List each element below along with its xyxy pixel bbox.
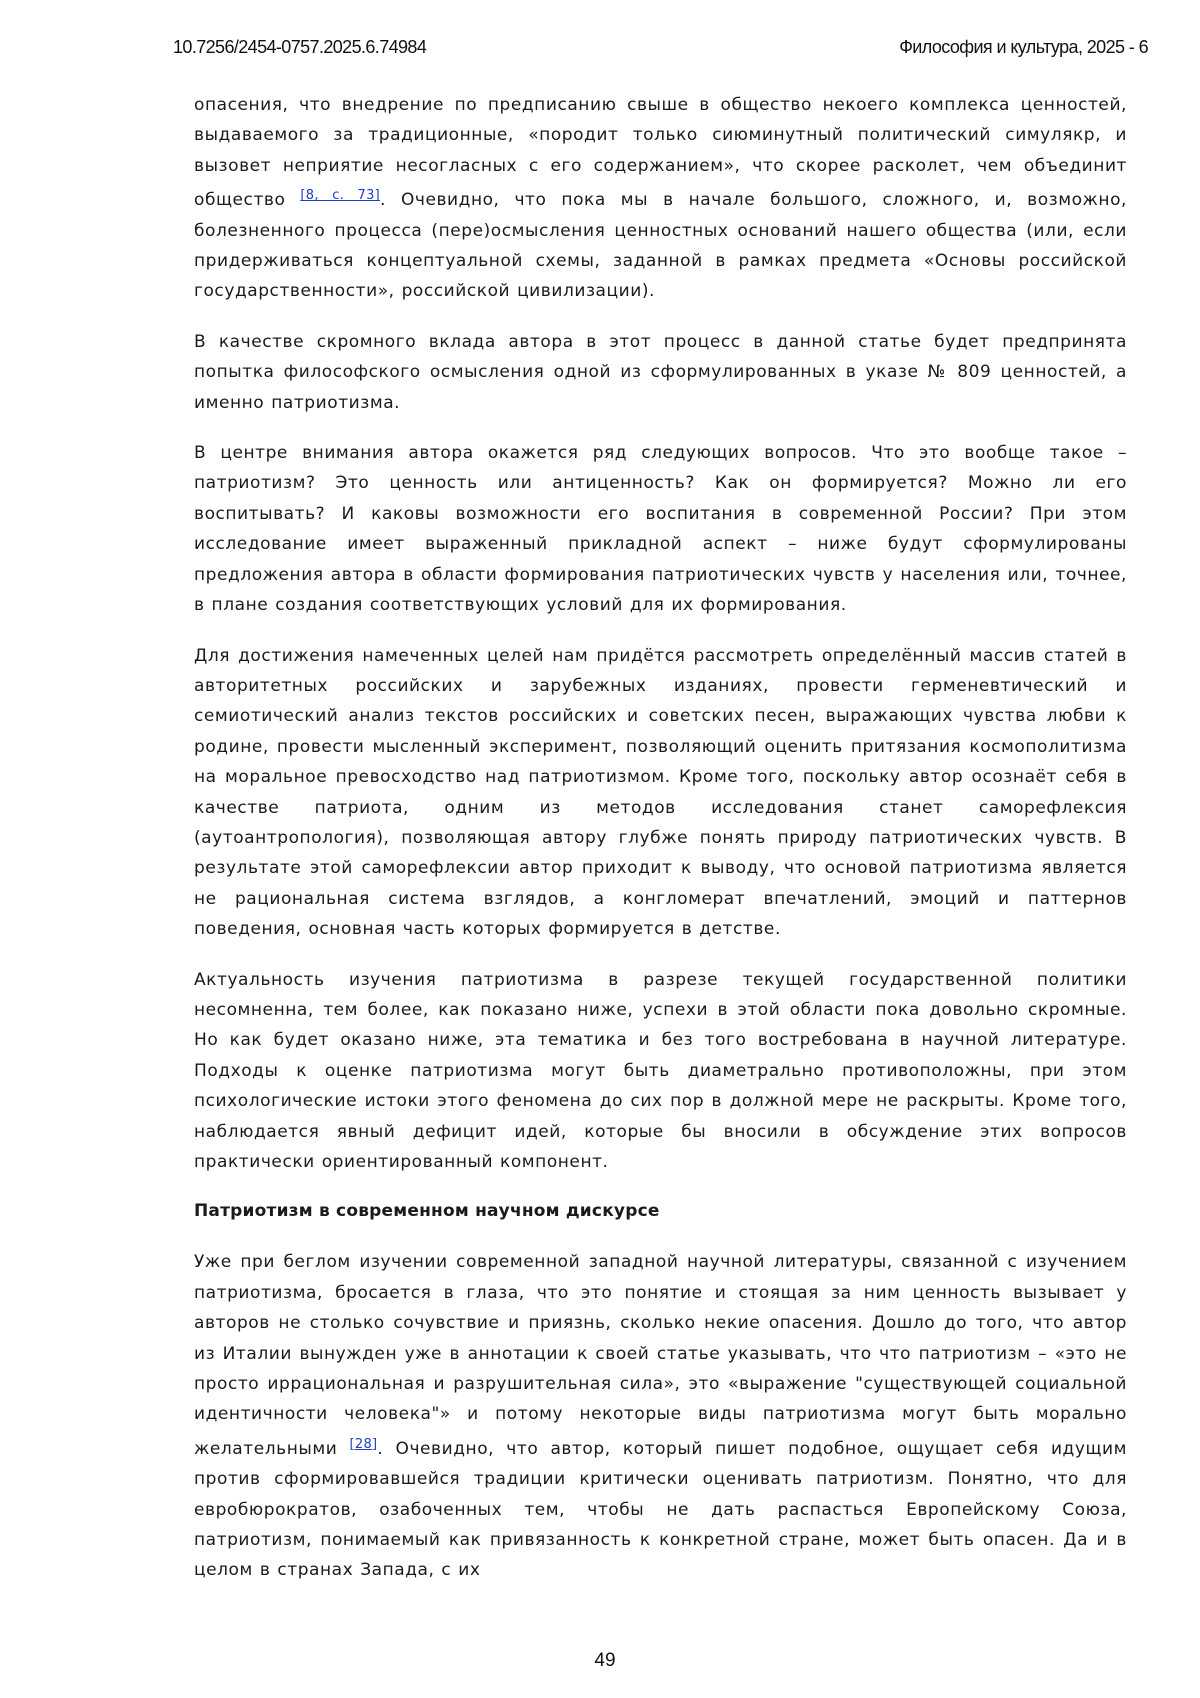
page-number: 49 [594, 1650, 616, 1671]
section-paragraph-1 [194, 1247, 1127, 1585]
citation-link-28[interactable]: [28] [349, 1436, 378, 1452]
doi-header: 10.7256/2454-0757.2025.6.74984 [173, 37, 427, 57]
journal-header: Философия и культура, 2025 - 6 [899, 37, 1148, 57]
paragraph-3: В центре внимания автора окажется ряд следующих вопросов. Что это вообще такое – патриотизм? Это ценность или антиценность? Как он формируется? Можно ли его воспитывать? И каковы возможности его воспитания в современной России? При этом исследование имеет выраженный прикладной аспект – ниже будут сформулированы предложения автора в области формирования патриотических чувств у населения или, точнее, в плане создания соответствующих условий для их формирования. [194, 443, 1127, 616]
citation-link-8-73[interactable]: [8, с. 73] [300, 188, 381, 204]
paragraph-2: В качестве скромного вклада автора в этот процесс в данной статье будет предпринята попытка философского осмысления одной из сформулированных в указе № 809 ценностей, а именно патриотизма. [194, 331, 1127, 413]
paragraph-5: Актуальность изучения патриотизма в разрезе текущей государственной политики несомненна, тем более, как показано ниже, успехи в этой области пока довольно скромные. Но как будет оказано ниже, эта тематика и без того востребована в научной литературе. Подходы к оценке патриотизма могут быть диаметрально противоположны, при этом психологические истоки этого феномена до сих пор в должной мере не раскрыты. Кроме того, наблюдается явный дефицит идей, которые бы вносили в обсуждение этих вопросов практически ориентированный компонент. [194, 969, 1127, 1172]
paragraph-4: Для достижения намеченных целей нам придётся рассмотреть определённый массив статей в авторитетных российских и зарубежных изданиях, провести герменевтический и семиотический анализ текстов российских и советских песен, выражающих чувства любви к родине, провести мысленный эксперимент, позволяющий оценить притязания космополитизма на моральное превосходство над патриотизмом. Кроме того, поскольку автор осознаёт себя в качестве патриота, одним из методов исследования станет саморефлексия (аутоантропология), позволяющая автору глубже понять природу патриотических чувств. В результате этой саморефлексии автор приходит к выводу, что основой патриотизма является не рациональная система взглядов, а конгломерат впечатлений, эмоций и паттернов поведения, основная часть которых формируется в детстве. [194, 645, 1127, 940]
section-paragraph-text-after: . Очевидно, что автор, который пишет подобное, ощущает себя идущим против сформировавшейся традиции критически оценивать патриотизм. Понятно, что для евробюрократов, озабоченных тем, чтобы не дать распасться Европейскому Союза, патриотизм, понимаемый как привязанность к конкретной стране, может быть опасен. Да и в целом в странах Запада, с их [194, 1438, 1127, 1581]
section-paragraph-text-before: Уже при беглом изучении современной западной научной литературы, связанной с изучением патриотизма, бросается в глаза, что это понятие и стоящая за ним ценность вызывает у авторов не столько сочувствие и приязнь, сколько некие опасения. Дошло до того, что автор из Италии вынужден уже в аннотации к своей статье указывать, что что патриотизм – «это не просто иррациональная и разрушительная сила», это «выражение "существующей социальной идентичности человека"» и потому некоторые виды патриотизма могут быть морально желательными [194, 1252, 1127, 1459]
section-heading: Патриотизм в современном научном дискурсе [194, 1201, 660, 1222]
paragraph-1-text-after: . Очевидно, что пока мы в начале большого, сложного, и, возможно, болезненного процесса (пере)осмысления ценностных оснований нашего общества (или, если придерживаться концептуальной схемы, заданной в рамках предмета «Основы российской государственности», российской цивилизации). [194, 190, 1127, 302]
paragraph-1 [194, 90, 1127, 307]
article-body [194, 90, 1127, 1606]
paragraph-1-text-before: опасения, что внедрение по предписанию свыше в общество некоего комплекса ценностей, выдаваемого за традиционные, «породит только сиюминутный политический симулякр, и вызовет неприятие несогласных с его содержанием», что скорее расколет, чем объединит общество [194, 95, 1127, 211]
